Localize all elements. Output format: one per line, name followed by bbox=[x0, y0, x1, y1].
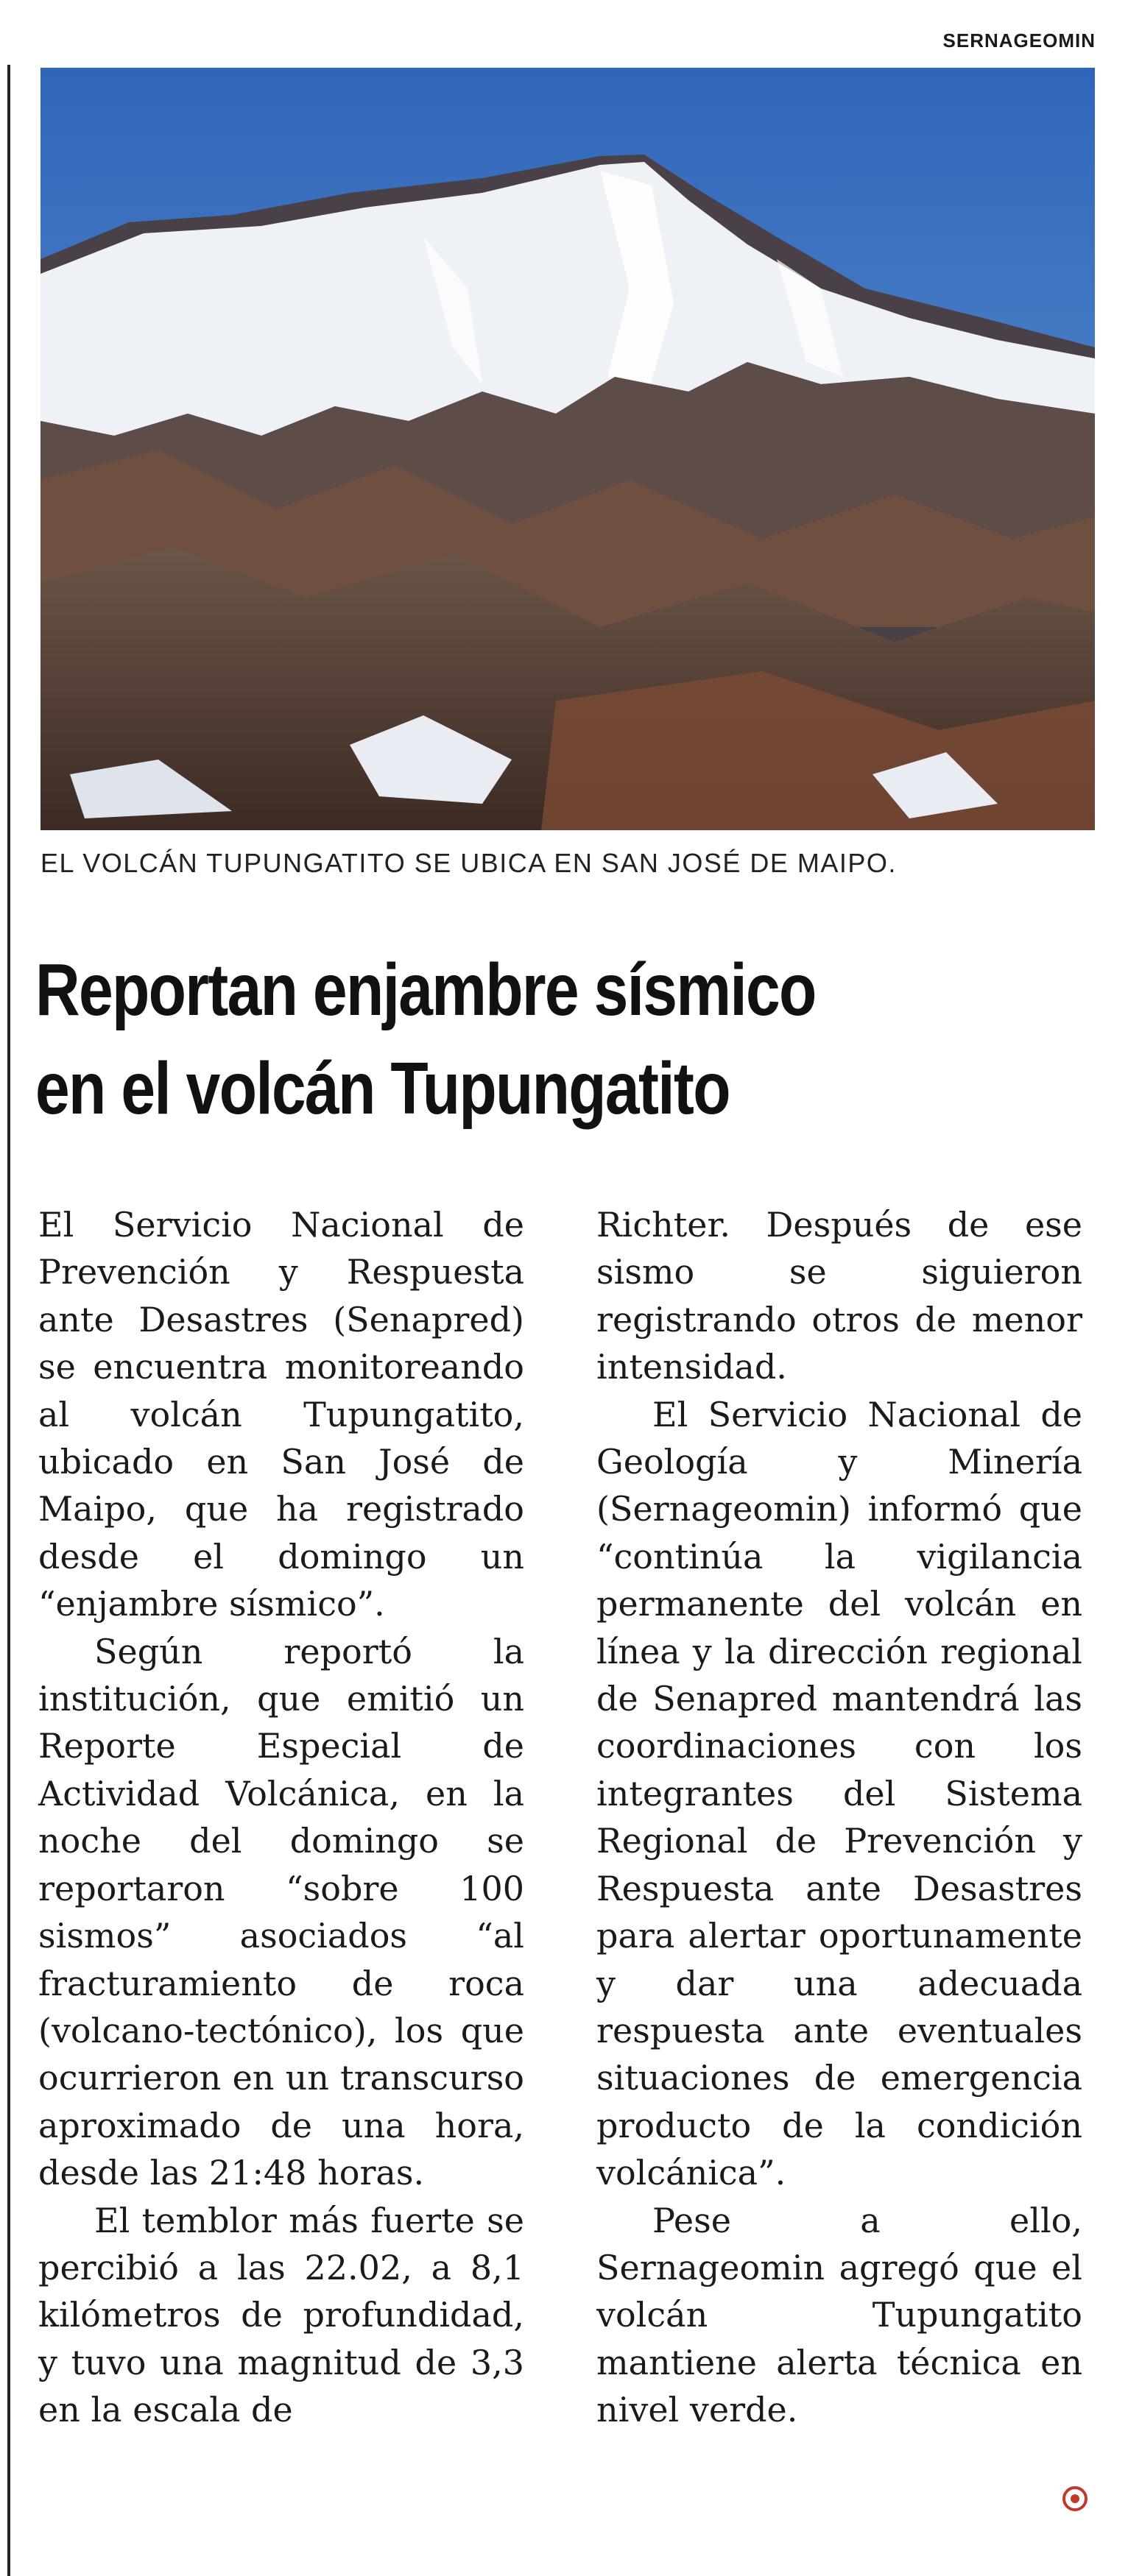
paragraph: El temblor más fuerte se percibió a las 22.02, a 8,1 kilómetros de profundidad, y tuvo una magnitud de 3,3 en la escala de bbox=[38, 2200, 524, 2430]
paragraph: Según reportó la institución, que emitió un Reporte Especial de Actividad Volcánica, en la noche del domingo se reportaron “sobre 100 sismos” asociados “al fracturamiento de roca (volcano-tectónico), los que ocurrieron en un transcurso aproximado de una hora, desde las 21:48 horas. bbox=[38, 1631, 524, 2193]
photo-caption: EL VOLCÁN TUPUNGATITO SE UBICA EN SAN JOSÉ DE MAIPO. bbox=[40, 848, 897, 878]
volcano-photo bbox=[40, 68, 1095, 830]
end-of-article-icon bbox=[1062, 2486, 1088, 2511]
paragraph: El Servicio Nacional de Prevención y Respuesta ante Desastres (Senapred) se encuentra monitoreando al volcán Tupungatito, ubicado en San José de Maipo, que ha registrado desde el domingo un “enjambre sísmico”. bbox=[38, 1205, 524, 1624]
column-rule bbox=[7, 65, 10, 2576]
body-column-right bbox=[596, 1201, 1082, 2434]
body-column-left bbox=[38, 1201, 524, 2434]
paragraph: Pese a ello, Sernageomin agregó que el volcán Tupungatito mantiene alerta técnica en nivel verde. bbox=[596, 2200, 1082, 2430]
headline-line-2: en el volcán Tupungatito bbox=[35, 1047, 730, 1130]
photo-credit: SERNAGEOMIN bbox=[942, 29, 1096, 52]
headline bbox=[35, 941, 926, 1138]
headline-line-1: Reportan enjambre sísmico bbox=[35, 949, 816, 1031]
paragraph: Richter. Después de ese sismo se siguieron registrando otros de menor intensidad. bbox=[596, 1205, 1082, 1387]
volcano-illustration bbox=[40, 68, 1095, 830]
paragraph: El Servicio Nacional de Geología y Minería (Sernageomin) informó que “continúa la vigilancia permanente del volcán en línea y la dirección regional de Senapred mantendrá las coordinaciones con los integrantes del Sistema Regional de Prevención y Respuesta ante Desastres para alertar oportunamente y dar una adecuada respuesta ante eventuales situaciones de emergencia producto de la condición volcánica”. bbox=[596, 1394, 1082, 2193]
